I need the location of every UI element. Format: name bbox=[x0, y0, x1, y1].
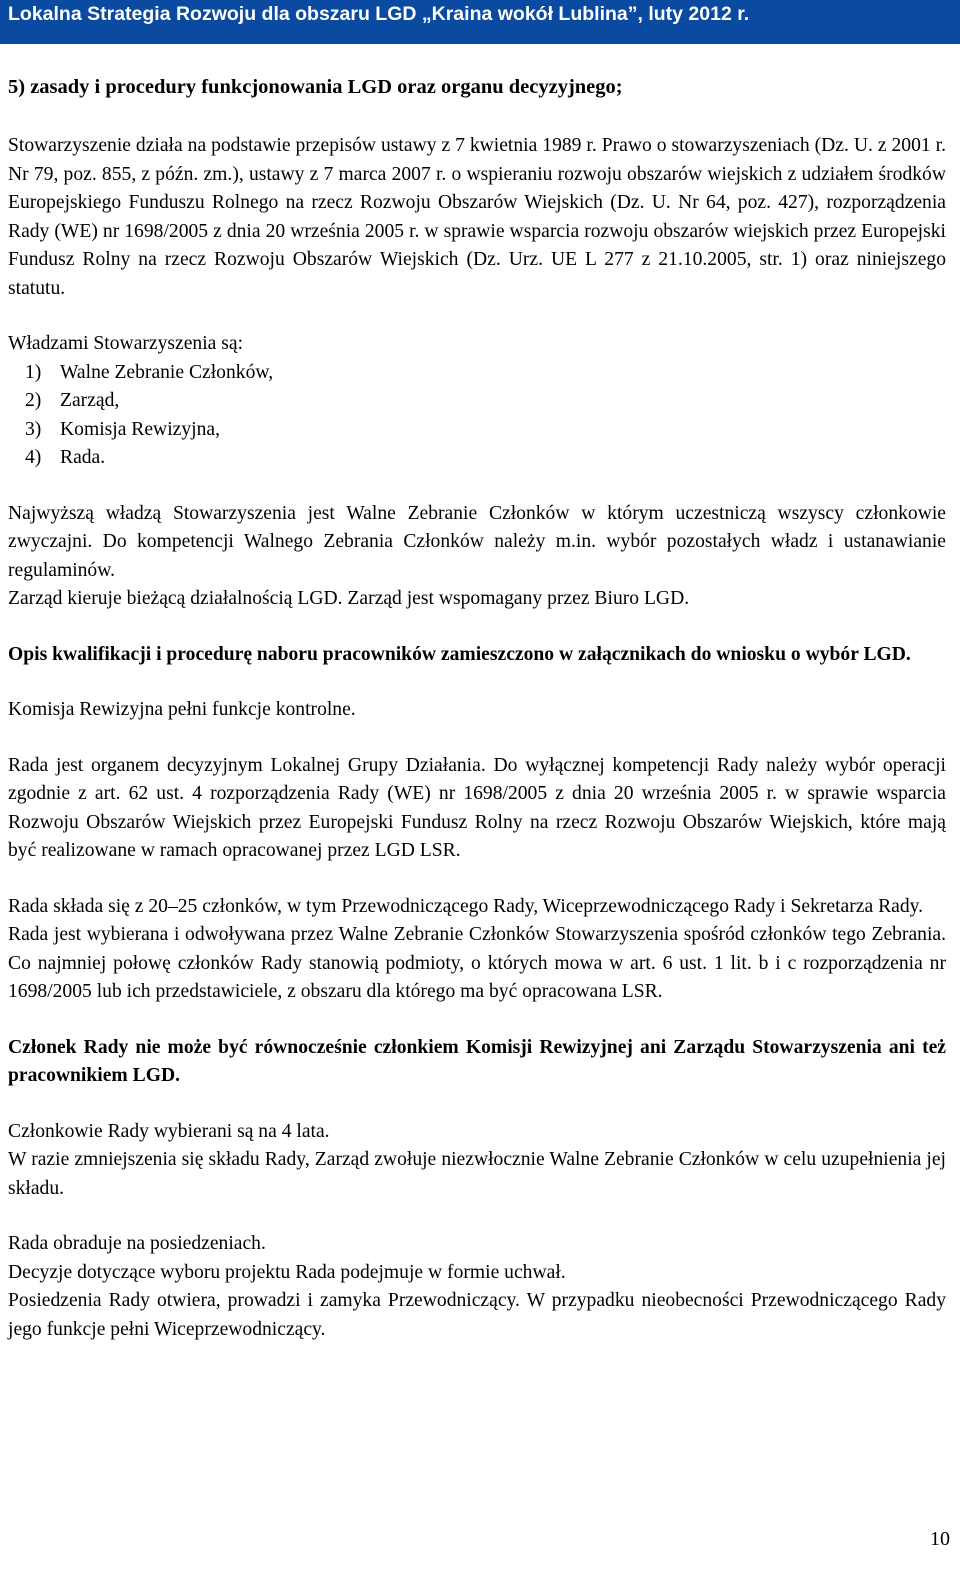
list-item: 1) Walne Zebranie Członków, bbox=[25, 361, 274, 383]
council-supplement-paragraph: W razie zmniejszenia się składu Rady, Zarząd zwołuje niezwłocznie Walne Zebranie Członków w celu uzupełnienia jej składu. bbox=[8, 1149, 946, 1199]
section-title: 5) zasady i procedury funkcjonowania LGD oraz organu decyzyjnego; bbox=[8, 76, 623, 98]
page-number: 10 bbox=[930, 1528, 950, 1550]
list-item: 2) Zarząd, bbox=[25, 390, 120, 411]
council-election-paragraph: Rada jest wybierana i odwoływana przez Walne Zebranie Członków Stowarzyszenia spośród członków tego Zebrania. Co najmniej połowę członków Rady stanowią podmioty, o których mowa w art. 6 ust. 1 lit. b i c rozporządzenia nr 1698/2005 lub ich przedstawiciele, z obszaru dla którego ma być opracowana LSR. bbox=[8, 924, 946, 1002]
council-meetings-paragraph: Rada obraduje na posiedzeniach. bbox=[8, 1233, 266, 1254]
qualifications-paragraph: Opis kwalifikacji i procedurę naboru pracowników zamieszczono w załącznikach do wniosku o wybór LGD. bbox=[8, 643, 911, 665]
authorities-intro: Władzami Stowarzyszenia są: bbox=[8, 333, 244, 354]
council-chair-paragraph: Posiedzenia Rady otwiera, prowadzi i zamyka Przewodniczący. W przypadku nieobecności Przewodniczącego Rady jego funkcje pełni Wiceprzewodniczący. bbox=[8, 1290, 946, 1340]
authorities-list bbox=[8, 359, 946, 473]
page-header bbox=[0, 0, 960, 44]
council-role-paragraph: Rada jest organem decyzyjnym Lokalnej Grupy Działania. Do wyłącznej kompetencji Rady należy wybór operacji zgodnie z art. 62 ust. 4 rozporządzenia Rady (WE) nr 1698/2005 z dnia 20 września 2005 r. w sprawie wsparcia Rozwoju Obszarów Wiejskich przez Europejski Fundusz Rolny na rzecz Rozwoju Obszarów Wiejskich, które mają być realizowane w ramach opracowanej przez LGD LSR. bbox=[8, 754, 946, 861]
header-title: Lokalna Strategia Rozwoju dla obszaru LGD „Kraina wokół Lublina”, luty 2012 r. bbox=[8, 3, 750, 25]
board-paragraph: Zarząd kieruje bieżącą działalnością LGD. Zarząd jest wspomagany przez Biuro LGD. bbox=[8, 588, 690, 609]
audit-committee-paragraph: Komisja Rewizyjna pełni funkcje kontrolne. bbox=[8, 699, 356, 720]
general-assembly-paragraph: Najwyższą władzą Stowarzyszenia jest Walne Zebranie Członków w którym uczestniczą wszyscy członkowie zwyczajni. Do kompetencji Walnego Zebrania Członków należy m.in. wybór pozostałych władz i ustanawianie regulaminów. bbox=[8, 502, 946, 581]
council-resolutions-paragraph: Decyzje dotyczące wyboru projektu Rada podejmuje w formie uchwał. bbox=[8, 1261, 566, 1283]
legal-basis-paragraph: Stowarzyszenie działa na podstawie przepisów ustawy z 7 kwietnia 1989 r. Prawo o stowarzyszeniach (Dz. U. z 2001 r. Nr 79, poz. 855, z późn. zm.), ustawy z 7 marca 2007 r. o wspieraniu rozwoju obszarów wiejskich z udziałem środków Europejskiego Funduszu Rolnego na rzecz Rozwoju Obszarów Wiejskich (Dz. U. Nr 64, poz. 427), rozporządzenia Rady (WE) nr 1698/2005 z dnia 20 września 2005 r. w sprawie wsparcia rozwoju obszarów wiejskich przez Europejski Fundusz Rolny na rzecz Rozwoju Obszarów Wiejskich (Dz. Urz. UE L 277 z 21.10.2005, str. 1) oraz niniejszego statutu. bbox=[8, 135, 946, 299]
council-incompatibility-paragraph: Członek Rady nie może być równocześnie członkiem Komisji Rewizyjnej ani Zarządu Stowarzyszenia ani też pracownikiem LGD. bbox=[8, 1036, 946, 1086]
list-item: 4) Rada. bbox=[25, 447, 106, 468]
document-body bbox=[8, 64, 946, 1344]
council-composition-paragraph: Rada składa się z 20–25 członków, w tym Przewodniczącego Rady, Wiceprzewodniczącego Rady i Sekretarza Rady. bbox=[8, 895, 924, 917]
council-term-paragraph: Członkowie Rady wybierani są na 4 lata. bbox=[8, 1120, 330, 1142]
list-item: 3) Komisja Rewizyjna, bbox=[25, 418, 220, 440]
